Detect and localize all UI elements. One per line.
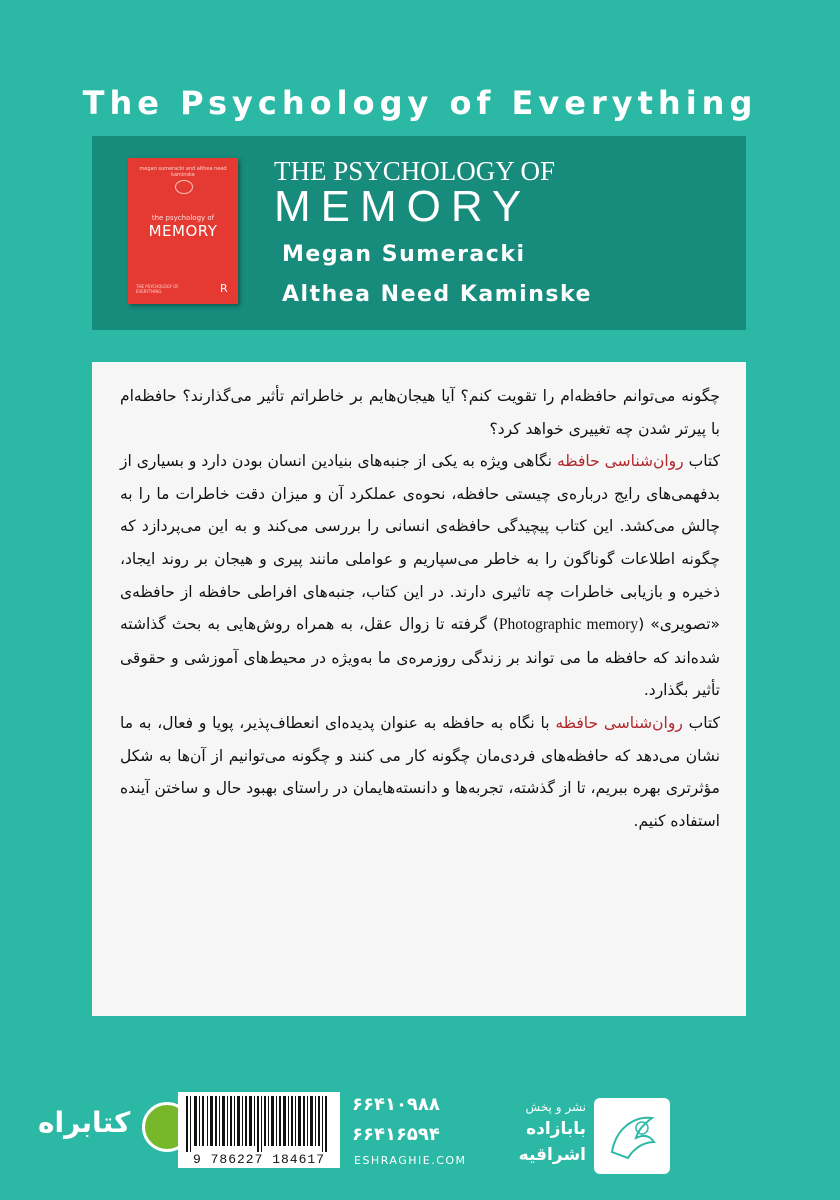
title-banner (92, 136, 746, 330)
blurb-panel (92, 362, 746, 1016)
isbn-number: 9 786227 184617 (192, 1152, 326, 1167)
ketabrah-logo (38, 1092, 178, 1162)
book-name-highlight: روان‌شناسی حافظه (555, 713, 683, 732)
book-name-highlight: روان‌شناسی حافظه (556, 452, 684, 471)
author-2: Althea Need Kaminske (282, 282, 592, 307)
publisher-website: ESHRAGHIE.COM (354, 1154, 467, 1167)
isbn-barcode (178, 1092, 340, 1168)
blurb-paragraph-1: چگونه می‌توانم حافظه‌ام را تقویت کنم؟ آیا هیجان‌هایم بر خاطراتم تأثیر می‌گذارند؟ حافظه‌ام با پیرتر شدن چه تغییری خواهد کرد؟ (120, 387, 720, 438)
phone-1: ۶۶۴۱۰۹۸۸ (352, 1094, 440, 1115)
thumbnail-footer: THE PSYCHOLOGY OF EVERYTHING (136, 284, 179, 294)
thumbnail-series: the psychology of (151, 214, 215, 222)
book-title-line2: MEMORY (274, 182, 532, 231)
bird-emblem-icon (594, 1098, 670, 1174)
front-cover-thumbnail (128, 158, 238, 304)
publisher-name-1: بابازاده (526, 1119, 586, 1139)
publisher-name (494, 1098, 586, 1168)
publisher-mark-icon: R (220, 282, 228, 295)
blurb-p3-after: با نگاه به حافظه به عنوان پدیده‌ای انعطاف‌پذیر، پویا و فعال، به ما نشان می‌دهد که حافظه‌های فردی‌مان چگونه کار می کنند و چگونه می‌توانیم از آن‌ها به شکل مؤثرتری بهره ببریم، تا از گذشته، تجربه‌ها و دانسته‌هایمان در راستای بهبود حال و ساختن آینده استفاده کنیم. (120, 713, 720, 830)
author-1: Megan Sumeracki (282, 242, 526, 267)
publisher-emblem-icon (594, 1098, 670, 1174)
publisher-name-2: اشراقیه (518, 1145, 586, 1165)
blurb-paragraph-3 (120, 707, 720, 837)
thumbnail-title: MEMORY (148, 222, 218, 240)
publisher-label: نشر و پخش (525, 1100, 586, 1114)
brain-icon (175, 180, 193, 194)
blurb-p3-before: کتاب (682, 713, 720, 732)
blurb-p2-after: ) گرفته تا زوال عقل، به همراه روش‌هایی به بحث گذاشته شده‌اند که حافظه ما می تواند بر زندگی روزمره‌ی ما به‌ویژه در محیط‌های آموزشی و حقوقی تأثیر بگذارد. (120, 615, 720, 700)
blurb-text (120, 380, 720, 837)
blurb-p2-mid: نگاهی ویژه به یکی از جنبه‌های بنیادین انسان بودن دارد و بسیاری از بدفهمی‌های رایج درباره‌ی چیستی حافظه، نحوه‌ی عملکرد آن و میزان دقت خاطرات ما را به چالش می‌کشد. این کتاب پیچیدگی حافظه‌ی انسانی را بررسی می‌کند و به این می‌پردازد که چگونه اطلاعات گوناگون را به خاطر می‌سپاریم و عواملی مانند پیری و هیجان بر روند ایجاد، ذخیره و بازیابی خاطرات چه تاثیری دارند. در این کتاب، جنبه‌های افراطی حافظه از حافظه‌ی «تصویری» ( (120, 452, 720, 634)
series-title: The Psychology of Everything (82, 84, 758, 122)
barcode-icon (186, 1096, 332, 1152)
store-logo-text: کتابراه (38, 1106, 131, 1139)
english-term: Photographic memory (498, 616, 639, 634)
phone-2: ۶۶۴۱۶۵۹۴ (352, 1124, 440, 1145)
blurb-paragraph-2 (120, 445, 720, 707)
thumbnail-authors: megan sumeracki and althea need kaminske (139, 166, 227, 178)
book-title-line1: THE PSYCHOLOGY OF (274, 156, 556, 186)
blurb-p2-before: کتاب (683, 452, 720, 471)
